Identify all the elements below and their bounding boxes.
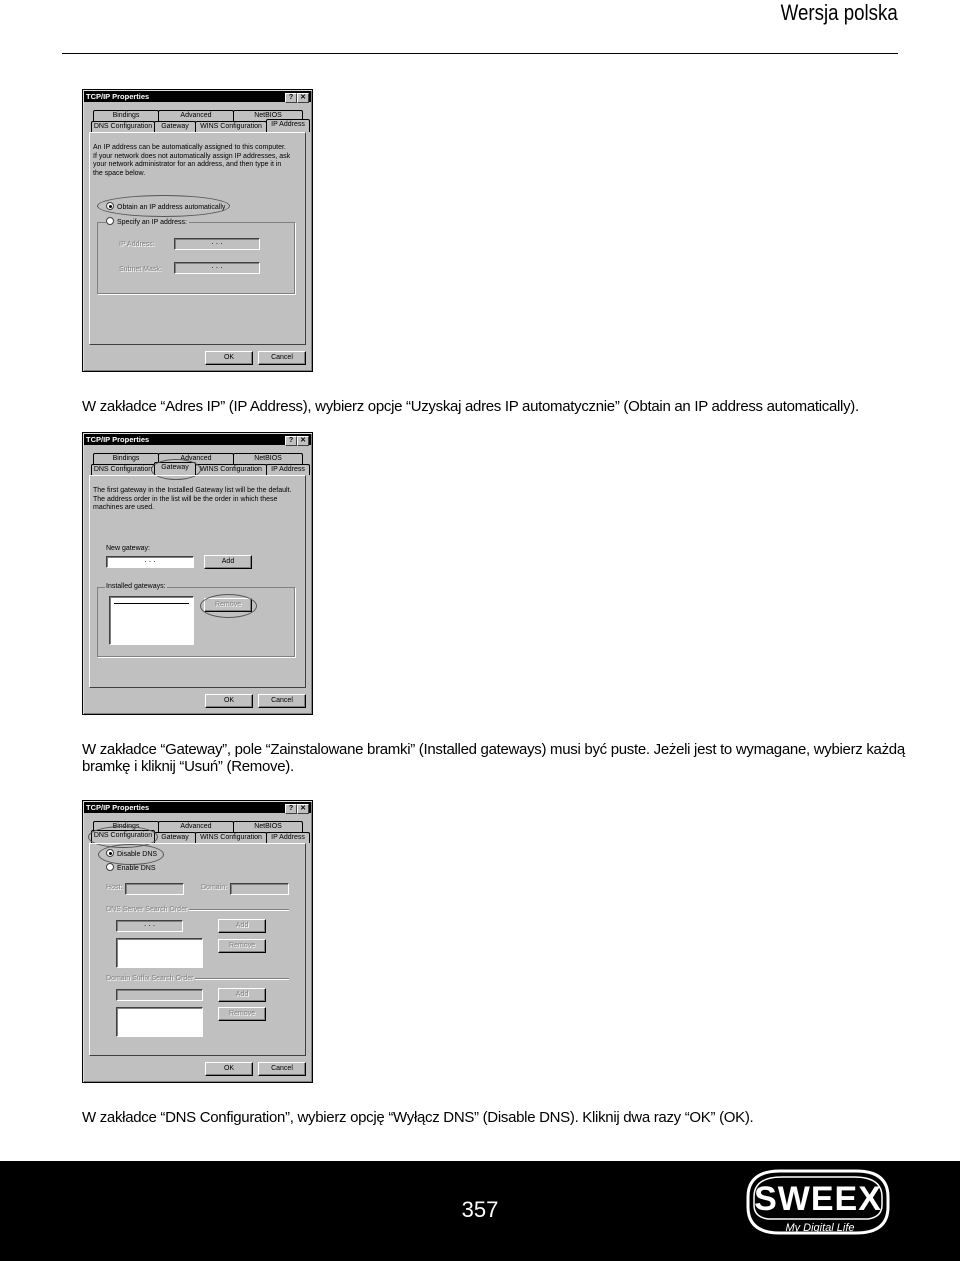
close-button[interactable]: ✕ bbox=[297, 93, 309, 103]
tab-ip-address[interactable]: IP Address bbox=[266, 119, 310, 132]
radio-label: Enable DNS bbox=[117, 865, 156, 872]
ok-button[interactable]: OK bbox=[205, 694, 253, 708]
dialog-title: TCP/IP Properties bbox=[86, 435, 150, 444]
tab-bindings[interactable]: Bindings bbox=[93, 110, 159, 121]
help-button[interactable]: ? bbox=[285, 93, 297, 103]
dialog-titlebar bbox=[84, 802, 311, 813]
dns-server-field[interactable]: . . . bbox=[116, 920, 183, 932]
dns-order-divider bbox=[189, 909, 289, 910]
tcpip-dialog-dns bbox=[82, 800, 313, 1083]
domain-label: Domain: bbox=[201, 884, 228, 891]
domain-suffix-order-label: Domain Suffix Search Order bbox=[106, 975, 194, 982]
dialog-title: TCP/IP Properties bbox=[86, 92, 150, 101]
tab-row-back bbox=[91, 453, 303, 464]
tab-bindings[interactable]: Bindings bbox=[93, 453, 159, 464]
host-label: Host: bbox=[106, 884, 123, 891]
intro-line: your network administrator for an address, and then type it in bbox=[93, 161, 282, 169]
installed-gateways-list[interactable] bbox=[109, 596, 194, 645]
dialog-titlebar bbox=[84, 91, 311, 102]
logo-tagline: My Digital Life bbox=[785, 1222, 855, 1234]
suffix-order-divider bbox=[195, 978, 289, 979]
tab-bindings[interactable]: Bindings bbox=[93, 821, 159, 832]
suffix-add-button[interactable]: Add bbox=[218, 988, 266, 1002]
radio-unselected-icon bbox=[106, 217, 114, 225]
intro-line: The address order in the list will be the order in which these bbox=[93, 495, 278, 503]
radio-label: Disable DNS bbox=[117, 851, 158, 858]
dns-remove-button[interactable]: Remove bbox=[218, 939, 266, 953]
tab-dns-configuration[interactable]: DNS Configuration bbox=[91, 830, 155, 843]
tab-advanced[interactable]: Advanced bbox=[158, 453, 234, 464]
intro-text bbox=[93, 144, 293, 178]
tab-gateway[interactable]: Gateway bbox=[154, 121, 196, 132]
tab-ip-address[interactable]: IP Address bbox=[266, 832, 310, 843]
intro-line: machines are used. bbox=[93, 504, 155, 512]
dialog-title: TCP/IP Properties bbox=[86, 803, 150, 812]
subnet-mask-label: Subnet Mask: bbox=[119, 266, 162, 273]
intro-line: The first gateway in the Installed Gateway list will be the default. bbox=[93, 487, 292, 494]
dns-add-button[interactable]: Add bbox=[218, 919, 266, 933]
dns-server-list[interactable] bbox=[116, 938, 203, 968]
intro-line: the space below. bbox=[93, 169, 146, 177]
tcpip-dialog-ip-address bbox=[82, 89, 313, 372]
close-button[interactable]: ✕ bbox=[297, 436, 309, 446]
ok-button[interactable]: OK bbox=[205, 351, 253, 365]
tab-wins-configuration[interactable]: WINS Configuration bbox=[195, 121, 267, 132]
highlight-ring bbox=[98, 844, 164, 865]
specify-ip-radio[interactable] bbox=[106, 217, 189, 227]
radio-label: Specify an IP address: bbox=[117, 219, 187, 226]
suffix-field[interactable] bbox=[116, 989, 203, 1001]
tab-dns-configuration[interactable]: DNS Configuration bbox=[91, 464, 155, 475]
sweex-logo bbox=[740, 1167, 896, 1243]
tcpip-dialog-gateway bbox=[82, 432, 313, 715]
help-button[interactable]: ? bbox=[285, 804, 297, 814]
dialog-titlebar bbox=[84, 434, 311, 445]
caption-dns: W zakładce “DNS Configuration”, wybierz opcję “Wyłącz DNS” (Disable DNS). Kliknij dwa razy “OK” (OK). bbox=[82, 1109, 754, 1126]
intro-line: An IP address can be automatically assigned to this computer. bbox=[93, 144, 286, 151]
tab-netbios[interactable]: NetBIOS bbox=[233, 821, 303, 832]
dns-server-order-label: DNS Server Search Order bbox=[106, 906, 188, 913]
cancel-button[interactable]: Cancel bbox=[258, 694, 306, 708]
ip-address-field[interactable]: . . . bbox=[174, 238, 260, 250]
caption-gateway: W zakładce “Gateway”, pole “Zainstalowane bramki” (Installed gateways) musi być puste. Jeżeli jest to wymagane, wybierz każdą bramkę i kliknij “Usuń” (Remove). bbox=[82, 741, 905, 775]
radio-unselected-icon bbox=[106, 863, 114, 871]
intro-text bbox=[93, 487, 293, 513]
caption-ip-address: W zakładce “Adres IP” (IP Address), wybierz opcje “Uzyskaj adres IP automatycznie” (Obtain an IP address automatically). bbox=[82, 398, 859, 415]
tab-gateway[interactable]: Gateway bbox=[154, 462, 196, 475]
tab-netbios[interactable]: NetBIOS bbox=[233, 453, 303, 464]
new-gateway-field[interactable]: . . . bbox=[106, 556, 194, 568]
logo-wordmark: SWEEX bbox=[754, 1180, 882, 1218]
new-gateway-label: New gateway: bbox=[106, 545, 150, 552]
subnet-mask-field[interactable]: . . . bbox=[174, 262, 260, 274]
cancel-button[interactable]: Cancel bbox=[258, 351, 306, 365]
domain-field[interactable] bbox=[230, 883, 289, 895]
intro-line: If your network does not automatically assign IP addresses, ask bbox=[93, 152, 291, 160]
close-button[interactable]: ✕ bbox=[297, 804, 309, 814]
add-button[interactable]: Add bbox=[204, 555, 252, 569]
header-divider bbox=[62, 53, 898, 54]
list-selection-line bbox=[114, 603, 189, 604]
tab-wins-configuration[interactable]: WINS Configuration bbox=[195, 464, 267, 475]
help-button[interactable]: ? bbox=[285, 436, 297, 446]
page-number: 357 bbox=[461, 1197, 499, 1222]
tab-wins-configuration[interactable]: WINS Configuration bbox=[195, 832, 267, 843]
enable-dns-radio[interactable] bbox=[106, 863, 156, 873]
cancel-button[interactable]: Cancel bbox=[258, 1062, 306, 1076]
tab-ip-address[interactable]: IP Address bbox=[266, 464, 310, 475]
ok-button[interactable]: OK bbox=[205, 1062, 253, 1076]
tab-netbios[interactable]: NetBIOS bbox=[233, 110, 303, 121]
page-header-title: Wersja polska bbox=[780, 0, 898, 25]
tab-gateway[interactable]: Gateway bbox=[154, 832, 196, 843]
installed-gateways-label: Installed gateways: bbox=[106, 583, 166, 590]
host-field[interactable] bbox=[125, 883, 184, 895]
tab-dns-configuration[interactable]: DNS Configuration bbox=[91, 121, 155, 132]
ip-address-label: IP Address: bbox=[119, 241, 155, 248]
highlight-ring bbox=[97, 195, 230, 217]
suffix-remove-button[interactable]: Remove bbox=[218, 1007, 266, 1021]
tab-advanced[interactable]: Advanced bbox=[158, 821, 234, 832]
tab-advanced[interactable]: Advanced bbox=[158, 110, 234, 121]
radio-label: Obtain an IP address automatically bbox=[117, 204, 226, 211]
tab-row-front bbox=[89, 121, 305, 132]
specify-ip-group bbox=[97, 222, 295, 294]
remove-button[interactable]: Remove bbox=[204, 598, 252, 612]
highlight-ring bbox=[200, 594, 257, 618]
suffix-list[interactable] bbox=[116, 1007, 203, 1037]
